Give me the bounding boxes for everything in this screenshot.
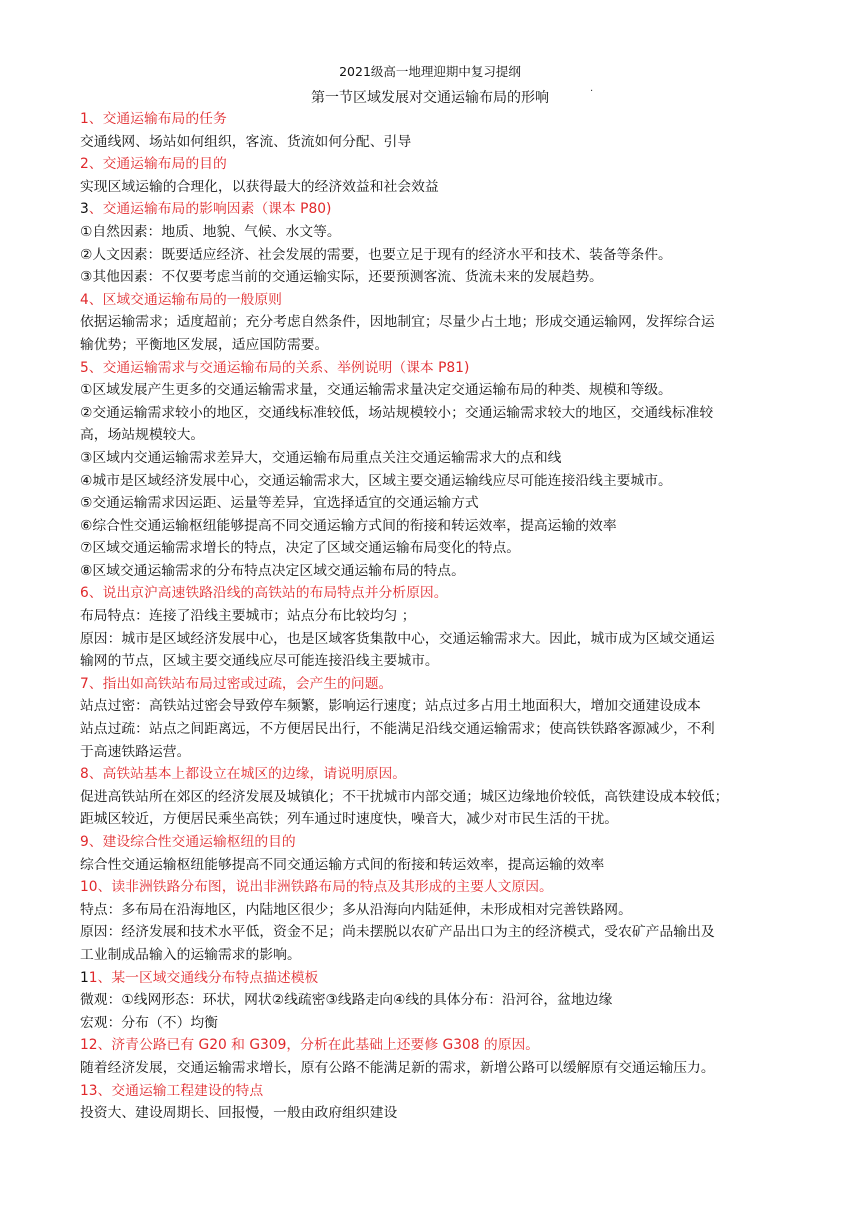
question-text: 10、读非洲铁路分布图，说出非洲铁路布局的特点及其形成的主要人文原因。 [80,879,553,896]
question-text: 1、某一区域交通线分布特点描述模板 [88,969,319,986]
document-title: 2021级高一地理迎期中复习提纲 [339,64,521,79]
answer-line: 于高速铁路运营。 [80,743,191,760]
question-heading [80,582,782,605]
answer-line: 布局特点：连接了沿线主要城市；站点分布比较均匀 ； [80,608,416,625]
question-number: 1 [80,969,89,986]
question-heading [80,876,782,899]
answer-line: 高，场站规模较大。 [80,427,205,444]
question-heading [80,1034,782,1057]
question-text: 9、建设综合性交通运输枢纽的目的 [80,834,296,850]
answer-line: 投资大、建设周期长、回报慢，一般由政府组织建设 [80,1105,398,1122]
answer-line: 距城区较近，方便居民乘坐高铁；列车通过时速度快，噪音大，减少对市民生活的干扰。 [80,811,619,828]
answer-line: 输网的节点，区域主要交通线应尽可能连接沿线主要城市。 [80,653,439,670]
answer-line: 交通线网、场站如何组织，客流、货流如何分配、引导 [80,133,412,150]
question-heading [80,831,782,854]
question-number: 3 [80,201,89,218]
answer-line: ⑦区域交通运输需求增长的特点，决定了区域交通运输布局变化的特点。 [80,540,521,557]
question-text: 、交通运输布局的影响因素（课本 P80) [88,201,332,218]
question-text: 1、交通运输布局的任务 [80,111,227,127]
stray-mark: · [590,86,594,97]
answer-line: 特点：多布局在沿海地区，内陆地区很少；多从沿海向内陆延伸，未形成相对完善铁路网。 [80,901,632,918]
answer-line: ④城市是区域经济发展中心，交通运输需求大，区域主要交通运输线应尽可能连接沿线主要城市。 [80,472,672,489]
question-heading [80,153,782,176]
question-text: 13、交通运输工程建设的特点 [80,1082,264,1099]
question-text: 2、交通运输布局的目的 [80,156,227,173]
answer-line: ②交通运输需求较小的地区，交通线标准较低，场站规模较小；交通运输需求较大的地区，交通线标准较 [80,404,714,421]
answer-line: ③其他因素：不仅要考虑当前的交通运输实际，还要预测客流、货流未来的发展趋势。 [80,269,603,286]
question-heading [80,673,782,696]
answer-line: 依据运输需求；适度超前；充分考虑自然条件，因地制宜；尽量少占土地；形成交通运输网，发挥综合运 [80,314,715,331]
answer-line: ②人文因素：既要适应经济、社会发展的需要，也要立足于现有的经济水平和技术、装备等条件。 [80,246,672,263]
question-text: 5、交通运输需求与交通运输布局的关系、举例说明（课本 P81) [80,359,470,376]
question-heading [80,967,782,990]
answer-line: ⑧区域交通运输需求的分布特点决定区域交通运输布局的特点。 [80,562,465,579]
question-text: 7、指出如高铁站布局过密或过疏，会产生的问题。 [80,675,393,692]
answer-line: ①区域发展产生更多的交通运输需求量，交通运输需求量决定交通运输布局的种类、规模和等级。 [80,382,672,399]
question-heading [80,108,782,131]
answer-line: ①自然因素：地质、地貌、气候、水文等。 [80,223,341,240]
answer-line: ⑥综合性交通运输枢纽能够提高不同交通运输方式间的衔接和转运效率，提高运输的效率 [80,517,617,534]
answer-line: 宏观：分布（不）均衡 [80,1014,218,1031]
answer-line: 实现区域运输的合理化，以获得最大的经济效益和社会效益 [80,178,439,195]
question-heading [80,1080,782,1103]
answer-line: 站点过密：高铁站过密会导致停车频繁，影响运行速度；站点过多占用土地面积大，增加交通建设成本 [80,698,701,715]
answer-line: 站点过疏：站点之间距离远，不方便居民出行，不能满足沿线交通运输需求；使高铁铁路客源减少，不利 [80,721,715,738]
answer-line: 原因：城市是区域经济发展中心，也是区域客货集散中心，交通运输需求大。因此，城市成为区域交通运 [80,630,715,647]
section-title: 第一节区域发展对交通运输布局的形响 [311,90,549,106]
answer-line: ⑤交通运输需求因运距、运量等差异，宜选择适宜的交通运输方式 [80,495,479,512]
question-text: 6、说出京沪高速铁路沿线的高铁站的布局特点并分析原因。 [80,585,448,602]
outline-content [80,108,782,1125]
question-heading [80,763,782,786]
answer-line: 促进高铁站所在郊区的经济发展及城镇化；不干扰城市内部交通；城区边缘地价较低，高铁建设成本较低； [80,788,729,805]
answer-line: ③区域内交通运输需求差异大，交通运输布局重点关注交通运输需求大的点和线 [80,449,562,466]
question-heading [80,198,782,221]
question-heading [80,357,782,380]
answer-line: 工业制成品输入的运输需求的影响。 [80,946,301,963]
question-text: 8、高铁站基本上都设立在城区的边缘，请说明原因。 [80,766,407,783]
answer-line: 综合性交通运输枢纽能够提高不同交通运输方式间的衔接和转运效率，提高运输的效率 [80,856,605,873]
question-heading [80,289,782,312]
question-text: 12、济青公路已有 G20 和 G309，分析在此基础上还要修 G308 的原因。 [80,1037,540,1054]
answer-line: 原因：经济发展和技术水平低，资金不足；尚未摆脱以农矿产品出口为主的经济模式，受农矿产品输出及 [80,924,715,941]
question-text: 4、区域交通运输布局的一般原则 [80,291,282,308]
answer-line: 输优势；平衡地区发展，适应国防需要。 [80,336,329,353]
answer-line: 微观：①线网形态：环状，网状②线疏密③线路走向④线的具体分布：沿河谷，盆地边缘 [80,992,613,1009]
answer-line: 随着经济发展，交通运输需求增长，原有公路不能满足新的需求，新增公路可以缓解原有交通运输压力。 [80,1059,715,1076]
